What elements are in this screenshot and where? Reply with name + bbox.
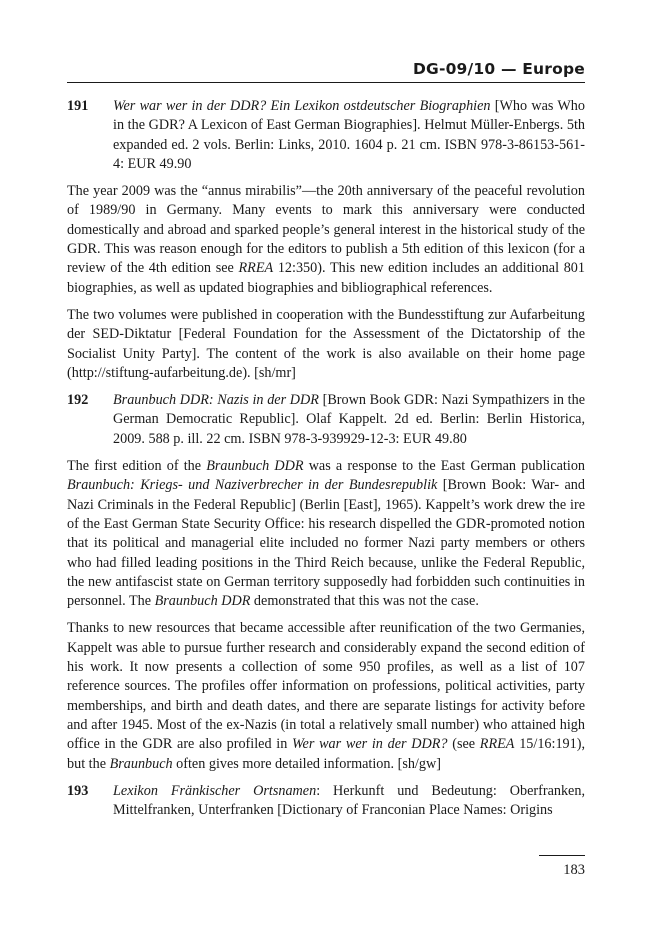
text-run: [Brown Book: War- and Nazi Criminals in the Federal Republic] (Berlin [East], 1965). Kappelt’s work drew the ire of the East German State Security Office: his research dispelled the GDR-promoted notion that its political and managerial elite included no former Nazi party members or others who had filled leading positions in the Third Reich because, unlike the Federal Republic, the new antifascist state on German territory supposedly had forbidden such continuities in personnel. The [67, 477, 585, 610]
entry-citation [113, 391, 585, 449]
text-run-italic: RREA [238, 260, 274, 277]
entry-191 [67, 97, 585, 174]
entry-192 [67, 391, 585, 449]
review-paragraph [67, 457, 585, 611]
entry-title: Braunbuch DDR: Nazis in der DDR [113, 392, 319, 409]
entry-193 [67, 782, 585, 821]
footer-rule [539, 855, 585, 856]
entry-citation-text: [Who was Who in the GDR? A Lexicon of East German Biographies]. Helmut Müller-Enbergs. 5th expanded ed. 2 vols. Berlin: Links, 2010. 1604 p. 21 cm. ISBN 978-3-86153-561-4: EUR 49.90 [113, 98, 585, 172]
text-run: was a response to the East German publication [303, 458, 586, 475]
text-run-italic: Braunbuch DDR [206, 458, 304, 475]
entry-citation-text: [Brown Book GDR: Nazi Sympathizers in the German Democratic Republic]. Olaf Kappelt. 2d ed. Berlin: Berlin Historica, 2009. 588 p. ill. 22 cm. ISBN 978-3-939929-12-3: EUR 49.80 [113, 392, 585, 447]
entry-title: Lexikon Fränkischer Ortsnamen [113, 782, 317, 799]
entry-title: Wer war wer in der DDR? Ein Lexikon ostdeutscher Biographien [113, 98, 491, 114]
page-number: 183 [563, 862, 585, 878]
entry-number: 191 [67, 98, 89, 114]
entry-citation-text: : Herkunft und Bedeutung: Oberfranken, Mittelfranken, Unterfranken [Dictionary of Franconian Place Names: Origins [113, 782, 585, 819]
page [67, 60, 585, 828]
text-run: The two volumes were published in cooperation with the Bundesstiftung zur Aufarbeitung der SED-Diktatur [Federal Foundation for the Assessment of the Dictatorship of the Socialist Unity Party]. The content of the work is also available on their home page (http://stiftung-aufarbeitung.de). [sh/mr] [67, 306, 585, 381]
text-run: 15/16:191), but the [67, 736, 585, 772]
review-paragraph [67, 182, 585, 298]
text-run: 12:350). This new edition includes an additional 801 biographies, as well as updated biographies and bibliographical references. [67, 260, 585, 296]
entry-citation [113, 97, 585, 174]
review-paragraph [67, 619, 585, 773]
page-footer [539, 855, 585, 879]
entry-citation [113, 782, 585, 821]
text-run-italic: RREA [479, 736, 515, 753]
text-run: demonstrated that this was not the case. [250, 593, 479, 610]
entry-number: 193 [67, 782, 89, 799]
content [67, 97, 585, 820]
text-run-italic: Braunbuch: Kriegs- und Naziverbrecher in der Bundesrepublik [67, 477, 438, 494]
review-paragraph [67, 306, 585, 383]
text-run-italic: Braunbuch DDR [154, 593, 251, 610]
entry-number: 192 [67, 392, 89, 409]
text-run: The year 2009 was the “annus mirabilis”—the 20th anniversary of the peaceful revolution of 1989/90 in Germany. Many events to mark this anniversary were conducted domestically and abroad and sparked people’s general interest in the historical study of the GDR. This was reason enough for the editors to publish a 5th edition of this lexicon (for a review of the 4th edition see [67, 183, 585, 277]
text-run-italic: Braunbuch [109, 755, 173, 772]
text-run: (see [447, 736, 480, 753]
text-run: often gives more detailed information. [sh/gw] [172, 755, 441, 772]
text-run-italic: Wer war wer in der DDR? [292, 736, 448, 753]
text-run: Thanks to new resources that became accessible after reunification of the two Germanies, Kappelt was able to pursue further research and considerably expand the second edition of his work. It now presents a collection of some 950 profiles, as well as a list of 107 reference sources. The profiles offer information on professions, political activities, party memberships, and birth and death dates, and there are separate listings for activity before and after 1945. Most of the ex-Nazis (in total a relatively small number) who attained high office in the GDR are also profiled in [67, 620, 585, 753]
text-run: The first edition of the [67, 458, 207, 475]
running-head: DG-09/10 — Europe [67, 60, 585, 83]
